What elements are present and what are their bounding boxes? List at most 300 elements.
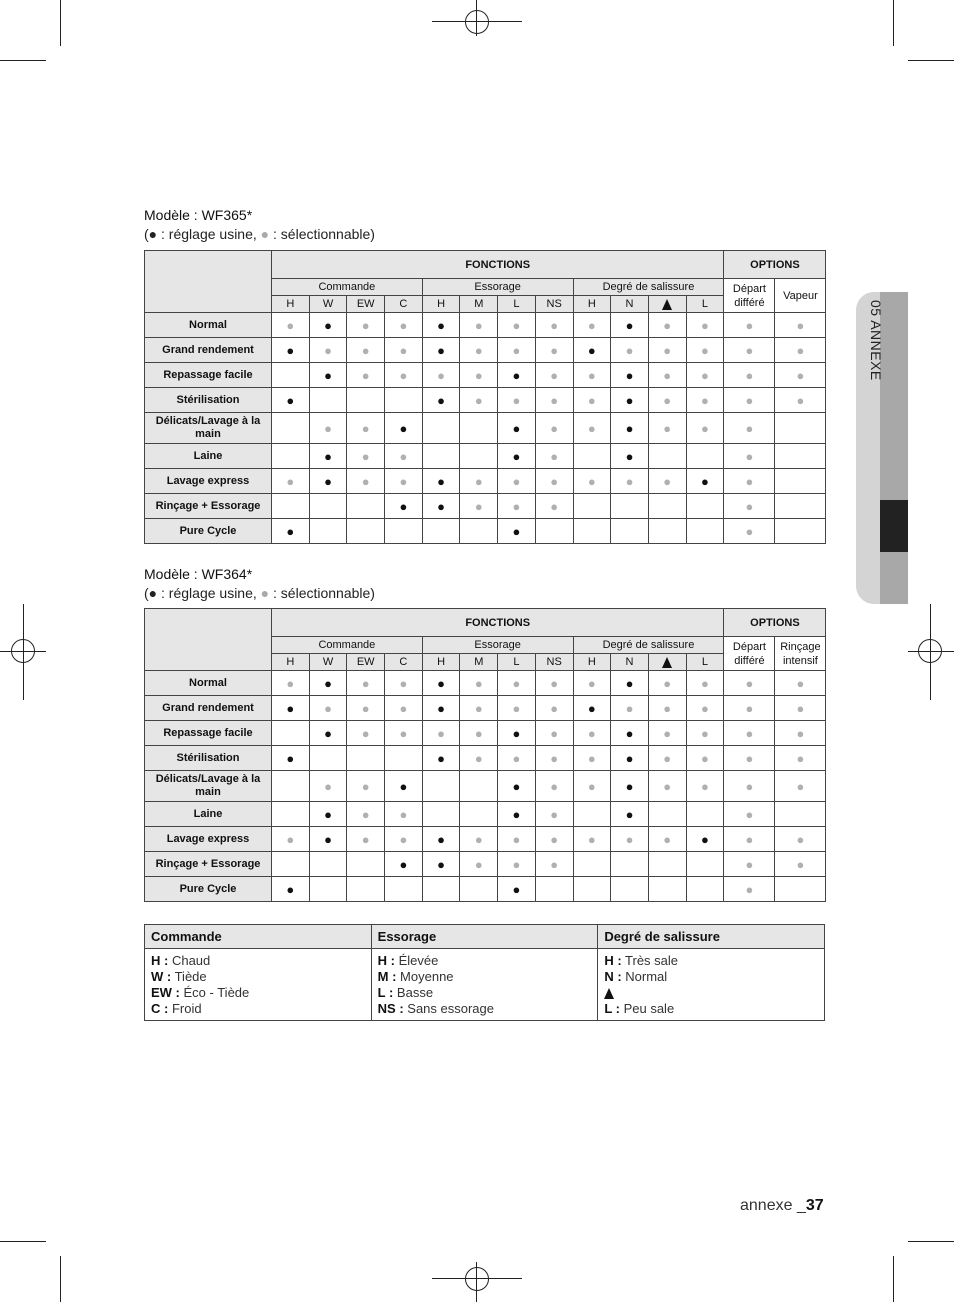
setting-cell <box>535 721 573 746</box>
selectable-dot: ● <box>701 392 709 408</box>
setting-cell <box>460 388 498 413</box>
selectable-dot: ● <box>474 473 483 489</box>
setting-cell <box>648 469 686 494</box>
selectable-dot: ● <box>474 750 483 766</box>
table-row <box>145 696 826 721</box>
selectable-dot: ● <box>625 473 634 489</box>
selectable-dot: ● <box>512 473 521 489</box>
setting-cell <box>460 519 498 544</box>
selectable-dot: ● <box>361 317 370 333</box>
setting-cell <box>272 771 310 802</box>
setting-cell <box>498 696 536 721</box>
table-row <box>145 746 826 771</box>
setting-cell <box>686 444 724 469</box>
selectable-dot: ● <box>474 317 483 333</box>
selectable-dot: ● <box>796 778 805 794</box>
header-row-groups <box>145 609 826 637</box>
selectable-dot: ● <box>745 420 754 436</box>
triangle-icon <box>604 988 614 999</box>
setting-cell <box>460 827 498 852</box>
header-essorage: Essorage <box>422 279 573 296</box>
header-row-groups <box>145 251 826 279</box>
selectable-dot: ● <box>399 448 408 464</box>
triangle-icon <box>662 299 672 310</box>
crop-mark <box>908 60 954 61</box>
selectable-dot: ● <box>437 725 446 741</box>
key-description: Élevée <box>395 953 439 968</box>
setting-cell <box>422 827 460 852</box>
setting-cell <box>309 413 347 444</box>
side-tab-label: 05 ANNEXE <box>868 300 884 381</box>
selectable-dot: ● <box>796 392 805 408</box>
column-header: L <box>686 296 724 313</box>
column-header: H <box>573 296 611 313</box>
setting-cell <box>385 721 423 746</box>
key-code: W : <box>151 969 172 984</box>
setting-cell <box>611 469 649 494</box>
selectable-dot: ● <box>663 700 672 716</box>
setting-cell <box>309 313 347 338</box>
setting-cell <box>498 469 536 494</box>
setting-cell <box>573 721 611 746</box>
setting-cell <box>724 671 775 696</box>
selectable-dot: ● <box>663 750 672 766</box>
factory-default-dot: ● <box>437 856 446 872</box>
setting-cell <box>573 852 611 877</box>
setting-cell <box>385 827 423 852</box>
setting-cell <box>460 494 498 519</box>
setting-cell <box>686 469 724 494</box>
setting-cell <box>460 802 498 827</box>
setting-cell <box>385 519 423 544</box>
row-label: Repassage facile <box>145 721 272 746</box>
setting-cell <box>272 696 310 721</box>
factory-default-dot: ● <box>437 750 446 766</box>
key-entry <box>378 953 592 969</box>
table-row <box>145 338 826 363</box>
setting-cell <box>535 519 573 544</box>
setting-cell <box>347 671 385 696</box>
selectable-dot: ● <box>663 778 672 794</box>
table-row <box>145 671 826 696</box>
setting-cell <box>724 313 775 338</box>
row-label: Grand rendement <box>145 696 272 721</box>
setting-cell <box>272 363 310 388</box>
key-code: M : <box>377 969 397 984</box>
factory-default-dot: ● <box>625 392 634 408</box>
setting-cell <box>422 771 460 802</box>
setting-cell <box>724 771 775 802</box>
setting-cell <box>611 494 649 519</box>
setting-cell <box>775 696 826 721</box>
setting-cell <box>611 852 649 877</box>
key-entry <box>378 1001 592 1017</box>
setting-cell <box>272 827 310 852</box>
setting-cell <box>535 444 573 469</box>
selectable-dot: ● <box>745 317 754 333</box>
row-label: Laine <box>145 802 272 827</box>
factory-default-dot: ● <box>324 448 332 464</box>
setting-cell <box>775 338 826 363</box>
column-header: NS <box>535 296 573 313</box>
selectable-dot: ● <box>745 498 754 514</box>
table-row <box>145 721 826 746</box>
setting-cell <box>347 519 385 544</box>
selectable-dot: ● <box>796 700 805 716</box>
selectable-dot: ● <box>796 342 805 358</box>
table-row <box>145 469 826 494</box>
setting-cell <box>385 771 423 802</box>
setting-cell <box>648 413 686 444</box>
header-essorage: Essorage <box>422 637 573 654</box>
table-row <box>145 388 826 413</box>
header-commande: Commande <box>272 637 423 654</box>
setting-cell <box>347 469 385 494</box>
setting-cell <box>724 413 775 444</box>
key-header-commande: Commande <box>145 925 372 949</box>
setting-cell <box>535 671 573 696</box>
selectable-dot: ● <box>625 700 634 716</box>
setting-cell <box>686 413 724 444</box>
setting-cell <box>309 877 347 902</box>
setting-cell <box>460 671 498 696</box>
selectable-dot: ● <box>796 675 805 691</box>
factory-default-dot: ● <box>512 778 521 794</box>
setting-cell <box>347 852 385 877</box>
table-row <box>145 413 826 444</box>
factory-default-dot: ● <box>512 881 521 897</box>
table-row <box>145 313 826 338</box>
row-label: Stérilisation <box>145 388 272 413</box>
table-corner <box>145 609 272 671</box>
factory-default-dot: ● <box>324 806 332 822</box>
selectable-dot: ● <box>745 448 754 464</box>
crop-mark <box>60 0 61 46</box>
function-table-wf365 <box>144 250 826 544</box>
setting-cell <box>498 721 536 746</box>
selectable-dot: ● <box>474 831 483 847</box>
setting-cell <box>347 802 385 827</box>
selectable-dot: ● <box>701 420 709 436</box>
setting-cell <box>422 413 460 444</box>
setting-cell <box>535 827 573 852</box>
factory-default-dot: ● <box>437 675 446 691</box>
setting-cell <box>686 696 724 721</box>
selectable-dot: ● <box>361 725 370 741</box>
setting-cell <box>385 671 423 696</box>
setting-cell <box>648 444 686 469</box>
setting-cell <box>775 852 826 877</box>
setting-cell <box>686 852 724 877</box>
setting-cell <box>611 313 649 338</box>
selectable-dot: ● <box>587 367 596 383</box>
setting-cell <box>648 746 686 771</box>
setting-cell <box>385 802 423 827</box>
header-degre: Degré de salissure <box>573 637 724 654</box>
factory-default-dot: ● <box>286 523 295 539</box>
selectable-dot: ● <box>701 317 709 333</box>
key-code: C : <box>151 1001 169 1016</box>
setting-cell <box>309 671 347 696</box>
column-header: EW <box>347 654 385 671</box>
selectable-dot: ● <box>587 750 596 766</box>
setting-cell <box>648 771 686 802</box>
selectable-dot: ● <box>796 367 805 383</box>
legend-1: (● : réglage usine, ● : sélectionnable) <box>144 226 375 242</box>
factory-default-dot: ● <box>512 367 521 383</box>
selectable-dot: ● <box>399 317 408 333</box>
setting-cell <box>460 852 498 877</box>
registration-mark <box>465 10 489 34</box>
selectable-dot: ● <box>474 367 483 383</box>
key-description: Moyenne <box>396 969 454 984</box>
row-label: Rinçage + Essorage <box>145 852 272 877</box>
setting-cell <box>775 802 826 827</box>
setting-cell <box>422 444 460 469</box>
setting-cell <box>498 802 536 827</box>
model-title-1: Modèle : WF365* <box>144 207 253 223</box>
column-header: L <box>686 654 724 671</box>
key-header-degre: Degré de salissure <box>598 925 825 949</box>
row-label: Grand rendement <box>145 338 272 363</box>
selectable-dot: ● <box>663 831 672 847</box>
selectable-dot: ● <box>512 392 521 408</box>
selectable-dot: ● <box>587 675 596 691</box>
setting-cell <box>775 519 826 544</box>
setting-cell <box>460 877 498 902</box>
setting-cell <box>498 338 536 363</box>
row-label: Pure Cycle <box>145 877 272 902</box>
setting-cell <box>385 696 423 721</box>
setting-cell <box>775 313 826 338</box>
setting-cell <box>611 363 649 388</box>
selectable-dot: ● <box>550 473 559 489</box>
crop-mark <box>893 1256 894 1302</box>
selectable-dot: ● <box>550 856 559 872</box>
selectable-dot: ● <box>512 498 521 514</box>
key-code: N : <box>604 969 622 984</box>
column-header: EW <box>347 296 385 313</box>
key-description: Froid <box>168 1001 202 1016</box>
selectable-dot: ● <box>625 342 634 358</box>
selectable-dot: ● <box>745 367 754 383</box>
page-number: 37 <box>805 1197 824 1214</box>
selectable-dot: ● <box>550 498 559 514</box>
selectable-dot: ● <box>550 317 559 333</box>
setting-cell <box>686 802 724 827</box>
selectable-dot: ● <box>324 420 332 436</box>
selectable-dot: ● <box>796 856 805 872</box>
setting-cell <box>347 363 385 388</box>
selectable-dot: ● <box>796 317 805 333</box>
registration-mark <box>465 1267 489 1291</box>
setting-cell <box>573 338 611 363</box>
factory-default-dot: ● <box>324 675 332 691</box>
key-description: Tiède <box>171 969 207 984</box>
selectable-dot: ● <box>550 725 559 741</box>
setting-cell <box>422 877 460 902</box>
setting-cell <box>460 721 498 746</box>
setting-cell <box>573 413 611 444</box>
setting-cell <box>535 802 573 827</box>
side-tab-marker <box>880 500 908 552</box>
setting-cell <box>573 746 611 771</box>
factory-default-dot: ● <box>625 367 634 383</box>
setting-cell <box>535 494 573 519</box>
setting-cell <box>775 363 826 388</box>
setting-cell <box>535 363 573 388</box>
setting-cell <box>272 746 310 771</box>
setting-cell <box>648 827 686 852</box>
setting-cell <box>309 827 347 852</box>
setting-cell <box>611 413 649 444</box>
setting-cell <box>309 771 347 802</box>
factory-default-dot: ● <box>324 317 332 333</box>
selectable-dot: ● <box>512 317 521 333</box>
selectable-dot: ● <box>512 831 521 847</box>
selectable-dot: ● <box>399 675 408 691</box>
setting-cell <box>422 852 460 877</box>
column-header: H <box>573 654 611 671</box>
key-entry <box>378 969 592 985</box>
selectable-dot: ● <box>474 700 483 716</box>
selectable-dot: ● <box>745 778 754 794</box>
selectable-dot: ● <box>745 700 754 716</box>
factory-default-dot: ● <box>437 473 446 489</box>
setting-cell <box>535 852 573 877</box>
selectable-dot: ● <box>361 700 370 716</box>
row-label: Délicats/Lavage à la main <box>145 413 272 444</box>
setting-cell <box>573 671 611 696</box>
selectable-dot: ● <box>550 392 559 408</box>
selectable-dot: ● <box>512 856 521 872</box>
header-depart-differe: Départ différé <box>724 637 775 671</box>
selectable-dot: ● <box>474 725 483 741</box>
factory-default-dot: ● <box>324 473 332 489</box>
setting-cell <box>272 802 310 827</box>
selectable-dot: ● <box>361 342 370 358</box>
selectable-dot: ● <box>701 700 709 716</box>
selectable-dot: ● <box>399 806 408 822</box>
selectable-dot: ● <box>663 392 672 408</box>
setting-cell <box>573 771 611 802</box>
crop-mark <box>908 1241 954 1242</box>
selectable-dot: ● <box>550 806 559 822</box>
setting-cell <box>272 877 310 902</box>
key-header-row <box>145 925 825 949</box>
setting-cell <box>724 877 775 902</box>
setting-cell <box>611 696 649 721</box>
setting-cell <box>775 469 826 494</box>
column-header: C <box>385 296 423 313</box>
setting-cell <box>535 313 573 338</box>
selectable-dot: ● <box>550 675 559 691</box>
header-commande: Commande <box>272 279 423 296</box>
selectable-dot: ● <box>512 675 521 691</box>
setting-cell <box>385 877 423 902</box>
setting-cell <box>611 444 649 469</box>
selectable-dot: ● <box>701 778 709 794</box>
setting-cell <box>309 469 347 494</box>
setting-cell <box>422 363 460 388</box>
table-row <box>145 802 826 827</box>
setting-cell <box>611 771 649 802</box>
factory-default-dot: ● <box>625 675 634 691</box>
selectable-dot: ● <box>512 700 521 716</box>
key-entry <box>604 1001 818 1017</box>
selectable-dot: ● <box>512 750 521 766</box>
setting-cell <box>573 519 611 544</box>
setting-cell <box>272 469 310 494</box>
column-header: H <box>272 296 310 313</box>
setting-cell <box>498 852 536 877</box>
setting-cell <box>347 696 385 721</box>
selectable-dot: ● <box>399 342 408 358</box>
key-entry <box>151 985 365 1001</box>
setting-cell <box>347 413 385 444</box>
setting-cell <box>347 444 385 469</box>
setting-cell <box>498 671 536 696</box>
setting-cell <box>460 363 498 388</box>
row-label: Normal <box>145 671 272 696</box>
setting-cell <box>611 827 649 852</box>
header-option-2: Vapeur <box>775 279 826 313</box>
setting-cell <box>648 852 686 877</box>
key-description: Éco - Tiède <box>179 985 250 1000</box>
row-label: Repassage facile <box>145 363 272 388</box>
setting-cell <box>775 413 826 444</box>
table-row <box>145 363 826 388</box>
selectable-dot: ● <box>701 725 709 741</box>
selectable-dot: ● <box>324 700 332 716</box>
factory-default-dot: ● <box>625 806 634 822</box>
setting-cell <box>309 363 347 388</box>
column-header: C <box>385 654 423 671</box>
setting-cell <box>272 313 310 338</box>
setting-cell <box>648 338 686 363</box>
key-entry <box>604 953 818 969</box>
header-fonctions: FONCTIONS <box>272 609 724 637</box>
setting-cell <box>686 771 724 802</box>
setting-cell <box>573 469 611 494</box>
key-description: Sans essorage <box>403 1001 494 1016</box>
factory-default-dot: ● <box>286 700 295 716</box>
setting-cell <box>573 696 611 721</box>
selectable-dot: ● <box>286 831 295 847</box>
setting-cell <box>611 519 649 544</box>
key-entry <box>604 969 818 985</box>
header-options: OPTIONS <box>724 251 826 279</box>
selectable-dot: ● <box>512 342 521 358</box>
header-option-2: Rinçage intensif <box>775 637 826 671</box>
column-header: N <box>611 654 649 671</box>
function-table-wf364 <box>144 608 826 902</box>
selectable-dot: ● <box>361 367 370 383</box>
setting-cell <box>775 771 826 802</box>
selectable-dot: ● <box>587 778 596 794</box>
setting-cell <box>272 721 310 746</box>
setting-cell <box>498 313 536 338</box>
selectable-dot: ● <box>701 675 709 691</box>
column-header: M <box>460 654 498 671</box>
setting-cell <box>460 771 498 802</box>
setting-cell <box>686 338 724 363</box>
setting-cell <box>385 363 423 388</box>
setting-cell <box>272 494 310 519</box>
selectable-dot: ● <box>286 675 295 691</box>
selectable-dot: ● <box>474 392 483 408</box>
selectable-dot: ● <box>663 420 672 436</box>
